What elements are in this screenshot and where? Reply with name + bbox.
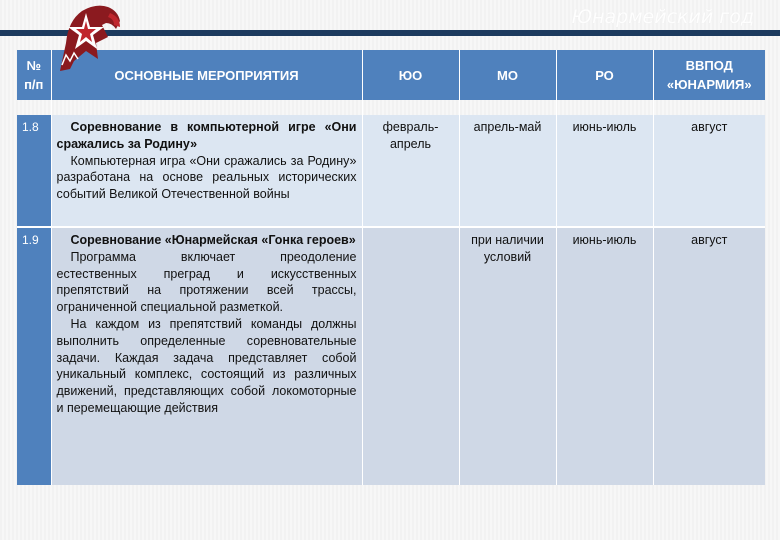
mo-period: при наличии условий [459,227,556,485]
spacer-row [17,100,765,115]
activity-paragraph: Компьютерная игра «Они сражались за Родину» разработана на основе реальных исторических событий Великой Отечественной войны [56,153,357,202]
activity-title: Соревнование «Юнармейская «Гонка героев» [70,233,356,247]
row-number: 1.9 [17,227,51,485]
table-row [17,115,765,227]
ro-period: июнь-июль [556,115,653,227]
vvod-period: август [653,115,765,227]
mo-period: апрель-май [459,115,556,227]
col-header-ro: РО [556,50,653,100]
col-header-yuo: ЮО [362,50,459,100]
col-header-activities: ОСНОВНЫЕ МЕРОПРИЯТИЯ [51,50,362,100]
ro-period: июнь-июль [556,227,653,485]
activity-description [51,227,362,485]
col-header-vvod: ВВПОД «ЮНАРМИЯ» [653,50,765,100]
events-table [17,50,765,485]
col-header-num: № п/п [17,50,51,100]
slide-title: Юнармейский год [571,6,754,28]
activity-description [51,115,362,227]
activity-paragraph: Программа включает преодоление естественных преград и искусственных препятствий на протяжении всей трассы, ограниченной специальной разметкой. [56,249,357,315]
vvod-period: август [653,227,765,485]
table-header-row [17,50,765,100]
activity-paragraph: На каждом из препятствий команды должны выполнить определенные соревновательные задачи. Каждая задача представляет собой уникальный комплекс, состоящий из различных движений, представляющих собой локомоторные и перемещающие действия [56,316,357,415]
col-header-mo: МО [459,50,556,100]
table-row [17,227,765,485]
yunarmiya-eagle-logo-icon [52,3,124,71]
yuo-period: февраль-апрель [362,115,459,227]
yuo-period [362,227,459,485]
activity-title: Соревнование в компьютерной игре «Они сражались за Родину» [56,120,357,151]
row-number: 1.8 [17,115,51,227]
